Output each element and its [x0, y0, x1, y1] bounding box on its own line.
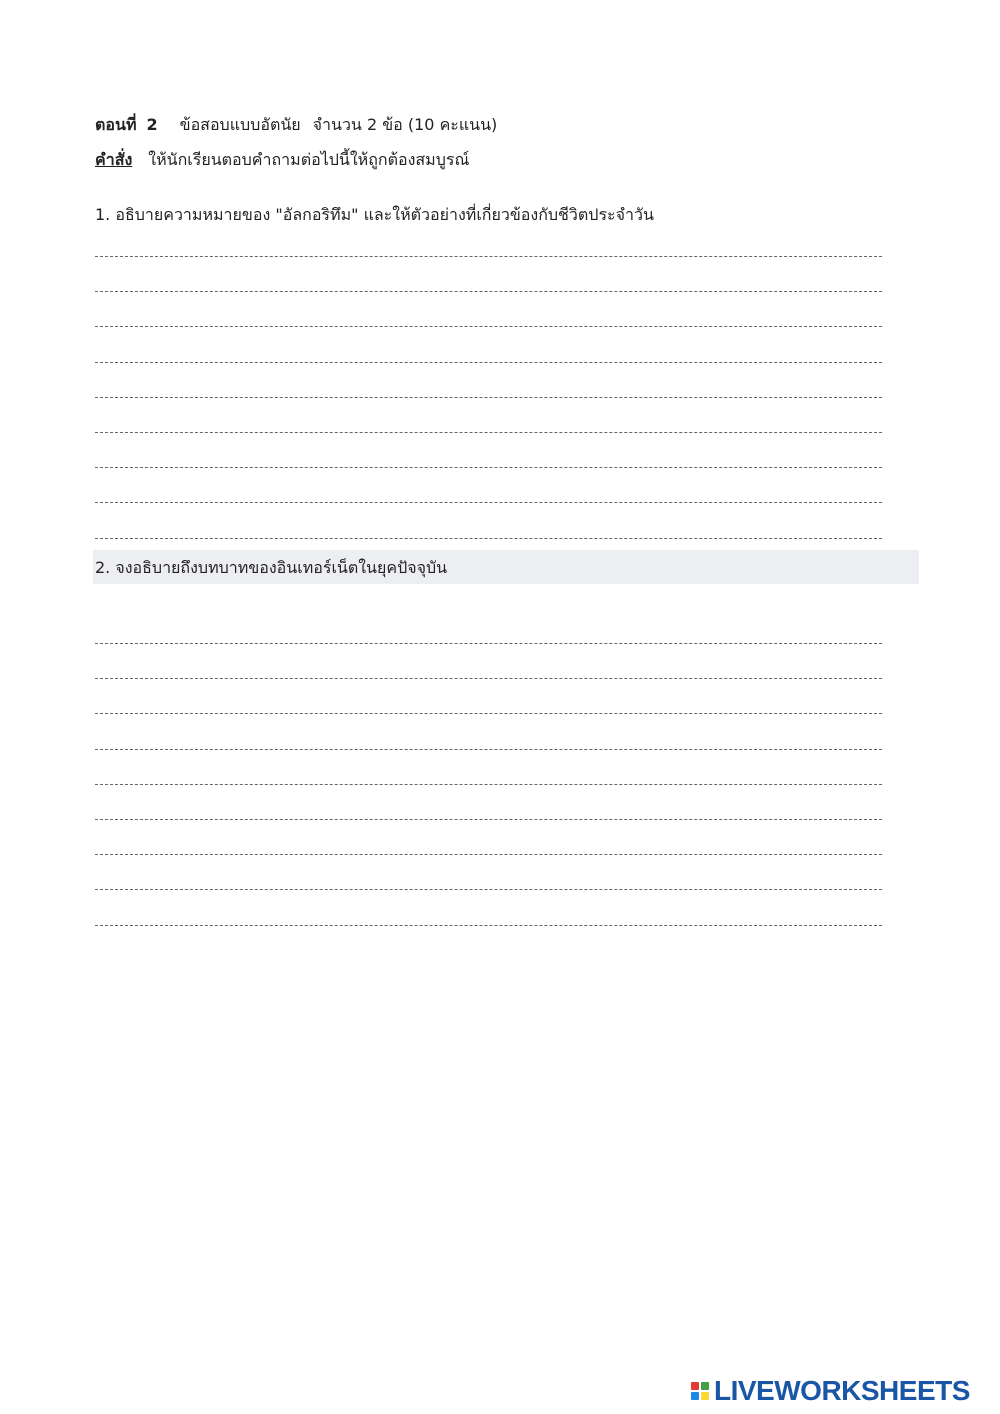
logo-text: LIVEWORKSHEETS: [714, 1375, 970, 1406]
score: (10 คะแนน): [407, 115, 498, 134]
part-heading: [95, 113, 497, 138]
answer-line[interactable]: [95, 819, 882, 820]
liveworksheets-logo: [691, 1374, 991, 1408]
question-2-box: [93, 550, 919, 584]
answer-line[interactable]: [95, 538, 882, 539]
count-label: จำนวน: [312, 115, 362, 134]
answer-line[interactable]: [95, 467, 882, 468]
answer-line[interactable]: [95, 854, 882, 855]
answer-line[interactable]: [95, 362, 882, 363]
instruction-label: คำสั่ง: [95, 150, 133, 169]
logo-tiles-icon: [691, 1382, 709, 1400]
logo-tile: [691, 1382, 699, 1390]
question-1: 1. อธิบายความหมายของ "อัลกอริทึม" และให้ตัวอย่างที่เกี่ยวข้องกับชีวิตประจำวัน: [95, 205, 654, 224]
answer-line[interactable]: [95, 889, 882, 890]
answer-line[interactable]: [95, 749, 882, 750]
logo-tile: [691, 1392, 699, 1400]
logo-tile: [701, 1382, 709, 1390]
count-value: 2: [366, 115, 378, 134]
logo-tile: [701, 1392, 709, 1400]
question-2: 2. จงอธิบายถึงบทบาทของอินเทอร์เน็ตในยุคปัจจุบัน: [95, 558, 448, 577]
answer-line[interactable]: [95, 502, 882, 503]
answer-line[interactable]: [95, 256, 882, 257]
answer-line[interactable]: [95, 925, 882, 926]
answer-line[interactable]: [95, 643, 882, 644]
answer-line[interactable]: [95, 678, 882, 679]
part-title: ข้อสอบแบบอัตนัย: [179, 115, 301, 134]
answer-line[interactable]: [95, 397, 882, 398]
instruction: [95, 148, 469, 173]
answer-line[interactable]: [95, 326, 882, 327]
instruction-text: ให้นักเรียนตอบคำถามต่อไปนี้ให้ถูกต้องสมบูรณ์: [148, 150, 470, 169]
answer-line[interactable]: [95, 713, 882, 714]
part-label: ตอนที่ 2: [95, 115, 158, 134]
count-unit: ข้อ: [382, 115, 403, 134]
answer-line[interactable]: [95, 432, 882, 433]
answer-line[interactable]: [95, 784, 882, 785]
answer-line[interactable]: [95, 291, 882, 292]
